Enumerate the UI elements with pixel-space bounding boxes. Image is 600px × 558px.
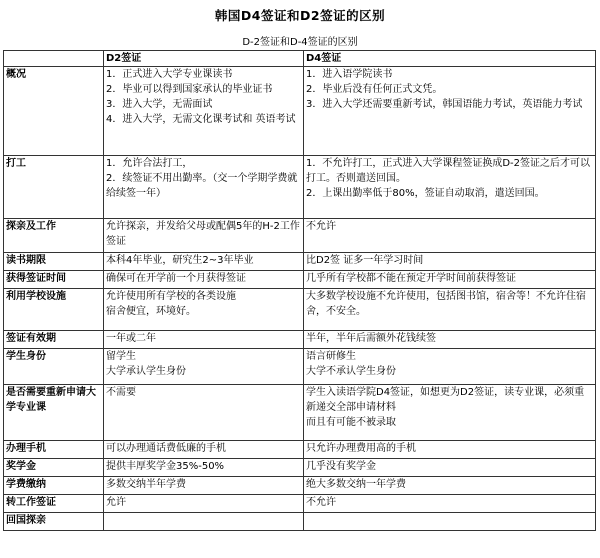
d4-cell bbox=[304, 219, 596, 253]
d2-cell bbox=[104, 513, 304, 531]
d4-cell bbox=[304, 385, 596, 441]
row-label: 回国探亲 bbox=[4, 513, 104, 531]
d2-line: 允许 bbox=[106, 497, 126, 508]
d4-line: 大多数学校设施不允许使用，包括图书馆，宿舍等！不允许住宿舍，不安全。 bbox=[306, 291, 586, 317]
d2-line: 大学承认学生身份 bbox=[106, 366, 186, 377]
d2-line: 可以办理通话费低廉的手机 bbox=[106, 443, 226, 454]
row-label: 概况 bbox=[4, 67, 104, 156]
table-row bbox=[4, 349, 596, 385]
row-label: 是否需要重新申请大学专业课 bbox=[4, 385, 104, 441]
table-row bbox=[4, 156, 596, 219]
header-label-column bbox=[4, 51, 104, 67]
d4-cell bbox=[304, 289, 596, 331]
table-header-row bbox=[4, 51, 596, 67]
table-row bbox=[4, 495, 596, 513]
d2-line: 留学生 bbox=[106, 351, 136, 362]
d4-cell bbox=[304, 331, 596, 349]
comparison-table bbox=[3, 50, 596, 531]
d2-cell bbox=[104, 331, 304, 349]
d4-line: 而且有可能不被录取 bbox=[306, 417, 396, 428]
row-label: 打工 bbox=[4, 156, 104, 219]
d2-cell bbox=[104, 477, 304, 495]
d4-line: 1．不允许打工，正式进入大学课程签证换成D-2签证之后才可以打工。否则遣送回国。 bbox=[306, 158, 591, 184]
d2-cell bbox=[104, 271, 304, 289]
d2-line: 允许探亲，并发给父母或配偶5年的H-2工作签证 bbox=[106, 221, 300, 247]
d2-cell bbox=[104, 289, 304, 331]
table-row bbox=[4, 67, 596, 156]
d4-line: 1．进入语学院读书 bbox=[306, 69, 393, 80]
d2-line: 2．续签证不用出勤率。（交一个学期学费就给续签一年） bbox=[106, 173, 298, 199]
row-label: 办理手机 bbox=[4, 441, 104, 459]
d2-line: 本科4年毕业，研究生2~3年毕业 bbox=[106, 255, 254, 266]
d2-line: 确保可在开学前一个月获得签证 bbox=[106, 273, 246, 284]
table-row bbox=[4, 513, 596, 531]
table-row bbox=[4, 271, 596, 289]
d4-cell bbox=[304, 459, 596, 477]
row-label: 学费缴纳 bbox=[4, 477, 104, 495]
d2-cell bbox=[104, 441, 304, 459]
row-label: 获得签证时间 bbox=[4, 271, 104, 289]
d4-cell bbox=[304, 156, 596, 219]
table-row bbox=[4, 253, 596, 271]
header-d4: D4签证 bbox=[304, 51, 596, 67]
d2-line: 4．进入大学，无需文化课考试和 英语考试 bbox=[106, 114, 296, 125]
d4-cell bbox=[304, 495, 596, 513]
d4-cell bbox=[304, 477, 596, 495]
row-label: 读书期限 bbox=[4, 253, 104, 271]
row-label: 签证有效期 bbox=[4, 331, 104, 349]
d2-cell bbox=[104, 156, 304, 219]
d4-line: 不允许 bbox=[306, 221, 336, 232]
d2-cell bbox=[104, 253, 304, 271]
d2-line: 1．正式进入大学专业课读书 bbox=[106, 69, 233, 80]
table-row bbox=[4, 477, 596, 495]
d4-line: 半年，半年后需额外花钱续签 bbox=[306, 333, 436, 344]
table-row bbox=[4, 441, 596, 459]
d4-line: 几乎没有奖学金 bbox=[306, 461, 376, 472]
d2-line: 多数交纳半年学费 bbox=[106, 479, 186, 490]
d4-line: 比D2签 证多一年学习时间 bbox=[306, 255, 424, 266]
row-label: 奖学金 bbox=[4, 459, 104, 477]
d4-cell bbox=[304, 253, 596, 271]
d4-line: 只允许办理费用高的手机 bbox=[306, 443, 416, 454]
d4-cell bbox=[304, 441, 596, 459]
d2-cell bbox=[104, 349, 304, 385]
d2-line: 1．允许合法打工， bbox=[106, 158, 193, 169]
row-label: 转工作签证 bbox=[4, 495, 104, 513]
d4-line: 语言研修生 bbox=[306, 351, 356, 362]
header-d2: D2签证 bbox=[104, 51, 304, 67]
d2-cell bbox=[104, 459, 304, 477]
d4-line: 不允许 bbox=[306, 497, 336, 508]
row-label: 利用学校设施 bbox=[4, 289, 104, 331]
d4-line: 2．上课出勤率低于80%，签证自动取消，遣送回国。 bbox=[306, 188, 545, 199]
table-row bbox=[4, 385, 596, 441]
d4-line: 学生入读语学院D4签证，如想更为D2签证，读专业课，必须重新递交全部申请材料 bbox=[306, 387, 585, 413]
d4-line: 大学不承认学生身份 bbox=[306, 366, 396, 377]
d4-cell bbox=[304, 271, 596, 289]
d4-line: 几乎所有学校都不能在预定开学时间前获得签证 bbox=[306, 273, 516, 284]
d2-cell bbox=[104, 219, 304, 253]
row-label: 学生身份 bbox=[4, 349, 104, 385]
d2-cell bbox=[104, 67, 304, 156]
d2-line: 一年或二年 bbox=[106, 333, 156, 344]
table-row bbox=[4, 331, 596, 349]
row-label: 探亲及工作 bbox=[4, 219, 104, 253]
table-row bbox=[4, 289, 596, 331]
d2-line: 提供丰厚奖学金35%-50% bbox=[106, 461, 225, 472]
d4-line: 2．毕业后没有任何正式文凭。 bbox=[306, 84, 443, 95]
table-subtitle: D-2签证和D-4签证的区别 bbox=[242, 37, 358, 48]
d4-cell bbox=[304, 513, 596, 531]
d2-line: 允许使用所有学校的各类设施 bbox=[106, 291, 236, 302]
d2-line: 不需要 bbox=[106, 387, 136, 398]
d4-line: 绝大多数交纳一年学费 bbox=[306, 479, 406, 490]
table-row bbox=[4, 219, 596, 253]
d2-line: 宿舍便宜，环境好。 bbox=[106, 306, 196, 317]
d2-cell bbox=[104, 495, 304, 513]
d2-line: 3．进入大学，无需面试 bbox=[106, 99, 213, 110]
d2-cell bbox=[104, 385, 304, 441]
d4-line: 3．进入大学还需要重新考试，韩国语能力考试，英语能力考试 bbox=[306, 99, 583, 110]
d4-cell bbox=[304, 349, 596, 385]
d4-cell bbox=[304, 67, 596, 156]
page-title: 韩国D4签证和D2签证的区别 bbox=[214, 8, 386, 23]
d2-line: 2．毕业可以得到国家承认的毕业证书 bbox=[106, 84, 273, 95]
table-row bbox=[4, 459, 596, 477]
